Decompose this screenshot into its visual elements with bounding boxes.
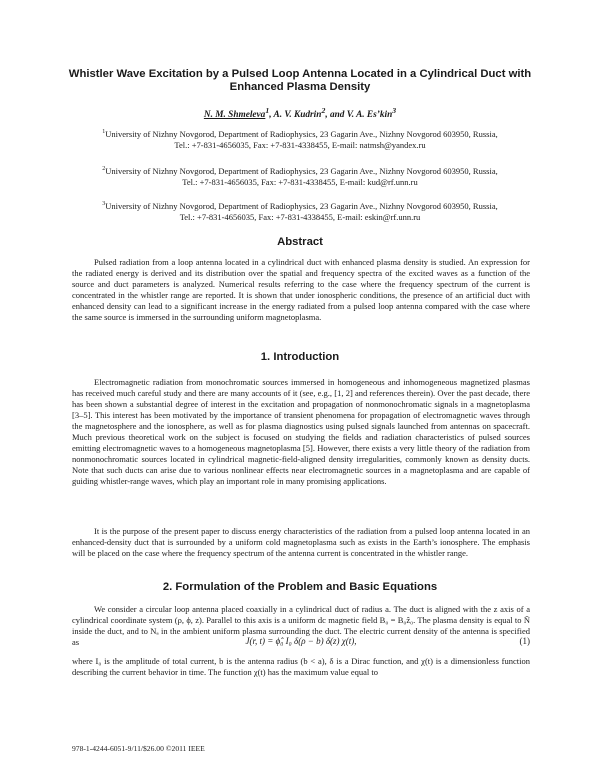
affiliation-1 <box>60 127 540 151</box>
author-3-sup: 3 <box>392 106 397 115</box>
author-sep-2: , and <box>325 110 347 121</box>
equation-1 <box>72 636 530 650</box>
author-1-sup: 1 <box>265 106 270 115</box>
affiliation-3 <box>60 199 540 223</box>
abstract-body <box>72 257 530 323</box>
copyright-footer: 978-1-4244-6051-9/11/$26.00 ©2011 IEEE <box>72 744 205 753</box>
section-1-body <box>72 377 530 487</box>
paper-title: Whistler Wave Excitation by a Pulsed Loop Antenna Located in a Cylindrical Duct with Enhanced Plasma Density <box>68 68 532 93</box>
affiliation-2 <box>60 164 540 188</box>
affiliation-2-line1: University of Nizhny Novgorod, Department of Radiophysics, 23 Gagarin Ave., Nizhny Novgorod 603950, Russia, <box>105 165 498 176</box>
author-2-sup: 2 <box>321 106 326 115</box>
affiliation-3-line2: Tel.: +7-831-4656035, Fax: +7-831-4338455, E-mail: eskin@rf.unn.ru <box>179 211 421 222</box>
equation-1-body: J(r, t) = ϕ̂₀ I₀ δ(ρ − b) δ(z) χ(t), <box>245 636 357 646</box>
author-line <box>60 106 540 120</box>
affiliation-1-line1: University of Nizhny Novgorod, Department of Radiophysics, 23 Gagarin Ave., Nizhny Novgorod 603950, Russia, <box>105 128 498 139</box>
author-sep-1: , <box>269 110 274 121</box>
affiliation-3-sup: 3 <box>102 201 106 207</box>
section-2-body-2 <box>72 656 530 678</box>
equation-1-number: (1) <box>519 636 530 646</box>
affiliation-3-line1: University of Nizhny Novgorod, Department of Radiophysics, 23 Gagarin Ave., Nizhny Novgorod 603950, Russia, <box>105 200 498 211</box>
abstract-text: Pulsed radiation from a loop antenna located in a cylindrical duct with enhanced plasma density is studied. An expression for the radiated energy is derived and its distribution over the spatial and frequency spectra of the excited waves as a function of the source and duct parameters is analyzed. Numerical results referring to the case where the frequency spectrum of the current is concentrated in the whistler range are reported. It is shown that under ionospheric conditions, the presence of an artificial duct with enhanced density can lead to a significant increase in the energy radiated from a pulsed loop antenna compared with the case where the same source is immersed in the surrounding uniform magnetoplasma. <box>72 257 530 322</box>
section-1-paragraph-1: Electromagnetic radiation from monochromatic sources immersed in homogeneous and inhomogeneous magnetized plasmas has received much careful study and there are many accounts of it (see, e.g., [1, 2] and references therein). Over the past decade, there has been shown a substantial degree of interest in the excitation and propagation of nonmonochromatic signals in a magnetoplasma [3–5]. This interest has been motivated by the importance of transient phenomena for propagation of electromagnetic waves through the magnetosphere and the ionosphere, as well as for plasma diagnostics using pulsed signals launched from antennas on spacecraft. Much previous theoretical work on the subject is focused on studying the fields and radiation characteristics of pulsed sources emitting electromagnetic waves to a homogeneous magnetoplasma [5]. However, there exists a very little theory of the radiation from nonmonochromatic sources located in cylindrical magnetic-field-aligned density irregularities, commonly known as density ducts. Note that such ducts can arise due to various nonlinear effects near electromagnetic sources in a magnetoplasma and are capable of guiding whistler-range waves, which play an important role in many promising applications. <box>72 377 530 486</box>
affiliation-2-line2: Tel.: +7-831-4656035, Fax: +7-831-4338455, E-mail: kud@rf.unn.ru <box>182 176 418 187</box>
affiliation-1-line2: Tel.: +7-831-4656035, Fax: +7-831-4338455, E-mail: natmsh@yandex.ru <box>174 139 426 150</box>
section-1-body-2 <box>72 526 530 559</box>
author-2: A. V. Kudrin <box>273 110 322 121</box>
abstract-heading: Abstract <box>277 236 323 248</box>
affiliation-2-sup: 2 <box>102 166 106 172</box>
author-3: V. A. Es’kin <box>346 110 393 121</box>
section-1-paragraph-2: It is the purpose of the present paper to discuss energy characteristics of the radiation from a pulsed loop antenna located in an enhanced-density duct that is surrounded by a uniform cold magnetoplasma such as exists in the Earth’s ionosphere. The emphasis will be placed on the case where the frequency spectrum of the antenna current is concentrated in the whistler range. <box>72 526 530 558</box>
author-1: N. M. Shmeleva <box>203 110 266 121</box>
affiliation-1-sup: 1 <box>102 129 106 135</box>
section-2-heading: 2. Formulation of the Problem and Basic Equations <box>162 581 438 593</box>
section-1-heading: 1. Introduction <box>260 351 340 363</box>
section-2-paragraph-2: where I₀ is the amplitude of total current, b is the antenna radius (b < a), δ is a Dirac function, and χ(t) is a dimensionless function describing the current behavior in time. The function χ(t) has the maximum value equal to <box>72 656 530 677</box>
section-2-paragraph-1: We consider a circular loop antenna placed coaxially in a cylindrical duct of radius a. The duct is aligned with the z axis of a cylindrical coordinate system (ρ, ϕ, z). Parallel to this axis is a uniform dc magnetic field B₀ = B₀ẑ₀. The plasma density is equal to Ñ inside the duct, and to Nₐ in the ambient uniform plasma surrounding the duct. The electric current density of the antenna is specified as <box>72 604 530 647</box>
